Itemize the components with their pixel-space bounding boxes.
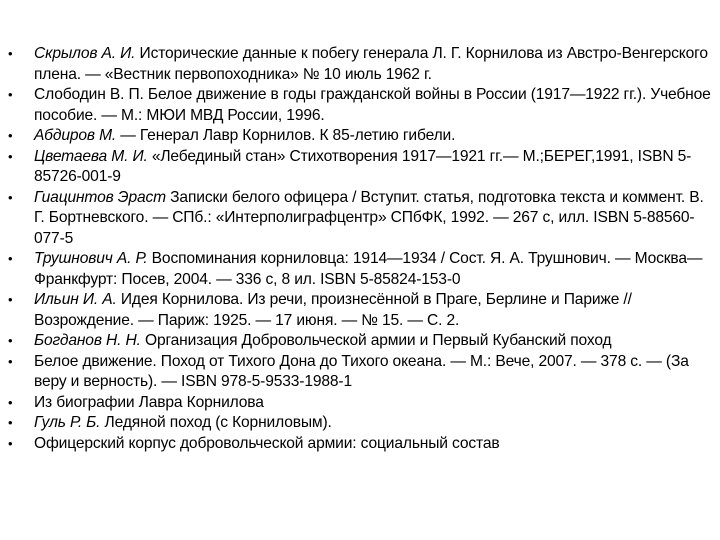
bibliography-item-12	[8, 434, 714, 455]
bullet-icon: •	[8, 333, 13, 348]
bibliography-item-4	[8, 147, 714, 188]
item-text: Исторические данные к побегу генерала Л. Г. Корнилова из Австро-Венгерского плена. — «Вестник первопоходника» № 10 июль 1962 г.	[34, 45, 708, 83]
bullet-icon: •	[8, 251, 13, 266]
bullet-icon: •	[8, 415, 13, 430]
bibliography-item-9	[8, 352, 714, 393]
bibliography-item-2	[8, 85, 714, 126]
bullet-icon: •	[8, 189, 13, 205]
bullet-icon: •	[8, 292, 13, 307]
item-text: Из биографии Лавра Корнилова	[34, 393, 264, 411]
bullet-icon: •	[8, 87, 13, 102]
bibliography-item-7	[8, 290, 714, 331]
item-author: Ильин И. А.	[34, 291, 117, 308]
item-text: «Лебединый стан» Стихотворения 1917—1921 гг.— М.;БЕРЕГ,1991, ISBN 5-85726-001-9	[34, 147, 692, 185]
bibliography-item-11	[8, 413, 714, 434]
item-text: — Генерал Лавр Корнилов. К 85-летию гибели.	[116, 127, 456, 144]
item-text: Воспоминания корниловца: 1914—1934 / Сост. Я. А. Трушнович. — Москва—Франкфурт: Посев, 2004. — 336 с, 8 ил. ISBN 5-85824-153-0	[34, 250, 703, 288]
bibliography-list	[8, 44, 714, 454]
bullet-icon: •	[8, 394, 13, 410]
item-author: Гиацинтов Эраст	[34, 188, 166, 206]
item-author: Абдиров М.	[34, 127, 117, 144]
bibliography-item-3	[8, 126, 714, 147]
item-author: Гуль Р. Б.	[34, 414, 101, 431]
item-author: Цветаева М. И.	[34, 147, 148, 165]
item-author: Трушнович А. Р.	[34, 250, 148, 267]
item-text: Белое движение. Поход от Тихого Дона до Тихого океана. — М.: Вече, 2007. — 378 с. — (За веру и верность). — ISBN 978-5-9533-1988-1	[34, 352, 689, 390]
bullet-icon: •	[8, 128, 13, 143]
item-author: Богданов Н. Н.	[34, 332, 141, 349]
bullet-icon: •	[8, 148, 13, 164]
item-text: Идея Корнилова. Из речи, произнесённой в Праге, Берлине и Париже // Возрождение. — Париж: 1925. — 17 июня. — № 15. — С. 2.	[34, 291, 632, 329]
bibliography-item-5	[8, 188, 714, 250]
bullet-icon: •	[8, 353, 13, 369]
item-text: Ледяной поход (с Корниловым).	[100, 414, 332, 431]
bibliography-item-8	[8, 331, 714, 352]
bibliography-item-1	[8, 44, 714, 85]
bibliography-item-10	[8, 393, 714, 414]
item-text: Офицерский корпус добровольческой армии: социальный состав	[34, 434, 500, 452]
item-text: Организация Добровольческой армии и Первый Кубанский поход	[140, 332, 612, 349]
bullet-icon: •	[8, 435, 13, 451]
bibliography-item-6	[8, 249, 714, 290]
item-author: Скрылов А. И.	[34, 45, 136, 62]
item-text: Слободин В. П. Белое движение в годы гражданской войны в России (1917—1922 гг.). Учебное пособие. — М.: МЮИ МВД России, 1996.	[34, 86, 711, 124]
item-text: Записки белого офицера / Вступит. статья, подготовка текста и коммент. В. Г. Бортневского. — СПб.: «Интерполиграфцентр» СПбФК, 1992. — 267 с, илл. ISBN 5-88560-077-5	[34, 188, 704, 247]
bullet-icon: •	[8, 46, 13, 61]
